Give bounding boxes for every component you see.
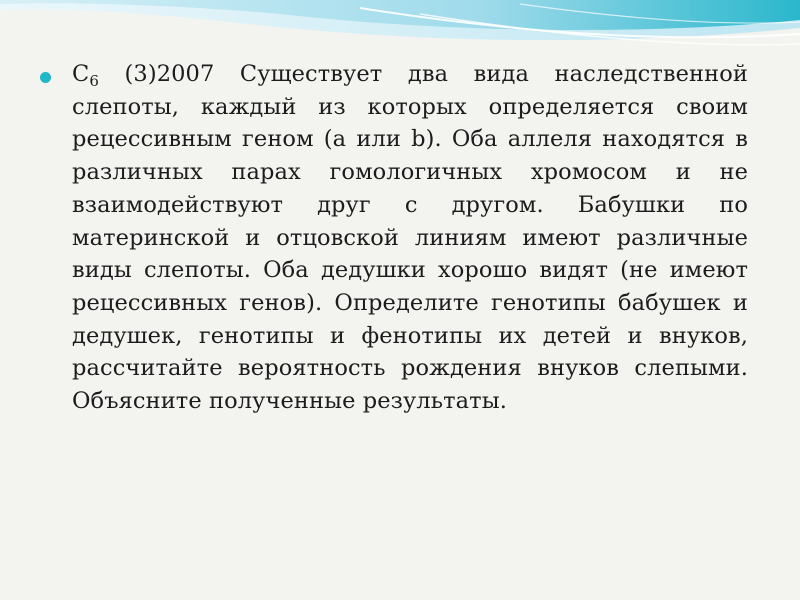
problem-text xyxy=(72,58,748,418)
problem-code-letter: C xyxy=(72,61,90,87)
decorative-wave-header xyxy=(0,0,800,60)
bullet-icon xyxy=(40,72,51,83)
problem-body: (3)2007 Существует два вида наследственной слепоты, каждый из которых определяется своим рецессивным геном (а или b). Оба аллеля находятся в различных парах гомологичных хромосом и не взаимодействуют друг с другом. Бабушки по материнской и отцовской линиям имеют различные виды слепоты. Оба дедушки хорошо видят (не имеют рецессивных генов). Определите генотипы бабушек и дедушек, генотипы и фенотипы их детей и внуков, рассчитайте вероятность рождения внуков слепыми. Объясните полученные результаты. xyxy=(72,61,748,415)
slide-content xyxy=(40,58,748,418)
bullet-item xyxy=(40,58,748,418)
problem-code-subscript: 6 xyxy=(89,72,99,90)
